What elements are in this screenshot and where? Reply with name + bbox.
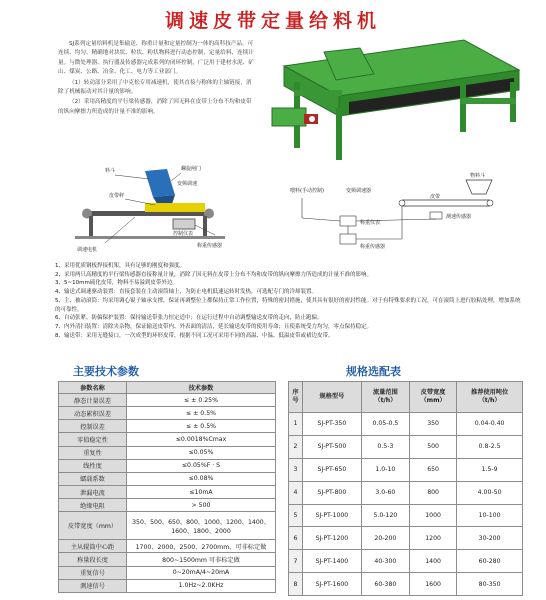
param-name: 称量段长度 bbox=[59, 553, 127, 566]
flow-cell: 0.05-0.5 bbox=[361, 413, 409, 436]
param-value: ≤ ± 0.5% bbox=[127, 407, 276, 420]
table-row bbox=[59, 512, 276, 540]
param-value: ≤0.05% bbox=[127, 446, 276, 459]
param-value: > 500 bbox=[127, 499, 276, 512]
feature-item: 1、采用优质钢板焊接机架，具有足够的刚度和强度。 bbox=[55, 263, 186, 269]
row-index: 7 bbox=[289, 550, 303, 573]
schematic-label: 称重传感器 bbox=[360, 244, 386, 250]
tonnage-cell: 1.5-9 bbox=[457, 458, 523, 481]
flow-label: 称重传感器 bbox=[197, 243, 223, 249]
flow-cell: 0.5-3 bbox=[361, 435, 409, 458]
table-row bbox=[59, 579, 276, 592]
flow-label: 控制仪表 bbox=[173, 231, 194, 237]
table-row bbox=[289, 435, 523, 458]
tonnage-cell: 30-200 bbox=[457, 527, 523, 550]
param-value: ≤0.0018%Cmax bbox=[127, 433, 276, 446]
param-value: ≤ ± 0.5% bbox=[127, 420, 276, 433]
param-name: 重复性 bbox=[59, 446, 127, 459]
table-row bbox=[59, 540, 276, 553]
flow-cell: 1.0-10 bbox=[361, 458, 409, 481]
param-value: 1700、2000、2500、2700mm、可非标定做 bbox=[127, 540, 276, 553]
param-name: 蠕载系数 bbox=[59, 472, 127, 485]
table-row bbox=[59, 420, 276, 433]
table-header: 参数名称 bbox=[59, 382, 127, 394]
feature-item: 2、采用两只高精度的平行梁传感器直接称量计量，消除了因无料在皮带上分布不均和皮带的纵向摩擦力所造成的计量不准的影响。 bbox=[55, 271, 373, 278]
param-value: 800~1500mm 可非标定做 bbox=[127, 553, 276, 566]
table-row bbox=[289, 550, 523, 573]
table-row bbox=[289, 481, 523, 504]
tonnage-cell: 4.00-50 bbox=[457, 481, 523, 504]
param-value: ≤0.05%F · S bbox=[127, 459, 276, 472]
feeder-structure-diagram bbox=[75, 155, 245, 255]
width-cell: 500 bbox=[409, 435, 456, 458]
row-index: 6 bbox=[289, 527, 303, 550]
table-row bbox=[59, 553, 276, 566]
schematic-label: 称重仪表 bbox=[360, 220, 381, 226]
flow-cell: 40-300 bbox=[361, 550, 409, 573]
model-cell: SJ-PT-350 bbox=[303, 413, 362, 436]
table-row bbox=[289, 504, 523, 527]
table-header: 皮带宽度 （mm） bbox=[409, 382, 456, 413]
table-header: 推荐使用吨位 （t/h） bbox=[457, 382, 523, 413]
param-name: 主从辊筒中心距 bbox=[59, 540, 127, 553]
table-row bbox=[59, 472, 276, 485]
param-value: ≤0.08% bbox=[127, 472, 276, 485]
flow-label: 料斗 bbox=[105, 168, 116, 174]
param-name: 测速信号 bbox=[59, 579, 127, 592]
table-header: 序号 bbox=[289, 382, 303, 413]
intro-paragraph: （2）采用高精度的平行梁传感器，消除了因无料在皮带上分布不均和皮带的纵向摩擦力所造成的计量不准的影响。 bbox=[58, 99, 252, 115]
param-name: 绝缘电阻 bbox=[59, 499, 127, 512]
row-index: 3 bbox=[289, 458, 303, 481]
flow-cell: 5.0-120 bbox=[361, 504, 409, 527]
tonnage-cell: 0.04-0.40 bbox=[457, 413, 523, 436]
param-name: 控制误差 bbox=[59, 420, 127, 433]
table-row bbox=[289, 413, 523, 436]
param-value: ≤10mA bbox=[127, 485, 276, 498]
schematic-label: 变频调速器 bbox=[346, 188, 372, 194]
model-cell: SJ-PT-1600 bbox=[303, 573, 362, 596]
intro-text bbox=[58, 40, 254, 118]
flow-label: 调速电机 bbox=[77, 247, 98, 253]
width-cell: 350 bbox=[409, 413, 456, 436]
width-cell: 800 bbox=[409, 481, 456, 504]
width-cell: 1000 bbox=[409, 504, 456, 527]
intro-paragraph: SJ系列定量给料机是集输送、称重计量和定量控制为一体的高科技产品。可连续、均匀、精确地对块状、粒状、粉状物料进行动态控制，定量给料、连续计量。与微处理器、执行器及传感器完成系列的闭环控制，广泛用于建材水泥、矿山、煤炭、公路、冶金、化工、电力等工业部门。 bbox=[58, 41, 254, 76]
schematic-label: 皮带 bbox=[430, 194, 441, 200]
row-index: 2 bbox=[289, 435, 303, 458]
table-row bbox=[289, 458, 523, 481]
feeder-machine-image bbox=[264, 30, 530, 166]
param-value: 1.0Hz~2.0KHz bbox=[127, 579, 276, 592]
table-row bbox=[59, 485, 276, 498]
param-name: 重复信号 bbox=[59, 566, 127, 579]
flow-cell: 3.0-60 bbox=[361, 481, 409, 504]
model-cell: SJ-PT-650 bbox=[303, 458, 362, 481]
param-value: 0~20mA/4~20mA bbox=[127, 566, 276, 579]
control-schematic-diagram bbox=[290, 172, 510, 266]
row-index: 1 bbox=[289, 413, 303, 436]
spec-table-title: 规格选配表 bbox=[346, 365, 401, 378]
feature-item: 8、输送带：采用无缝接口，一次成型的环形皮带，根据不同工况可采用不同的高温、中温、低温皮带或裙边皮带。 bbox=[55, 332, 334, 339]
tonnage-cell: 60-280 bbox=[457, 550, 523, 573]
param-name: 动态累积误差 bbox=[59, 407, 127, 420]
flow-label: 皮带秤 bbox=[109, 193, 125, 199]
row-index: 4 bbox=[289, 481, 303, 504]
page-title: 调速皮带定量给料机 bbox=[164, 10, 381, 32]
param-value: 350、500、650、800、1000、1200、1400、1600、1800、2000 bbox=[127, 512, 276, 540]
model-cell: SJ-PT-1200 bbox=[303, 527, 362, 550]
model-cell: SJ-PT-1400 bbox=[303, 550, 362, 573]
flow-cell: 60-380 bbox=[361, 573, 409, 596]
width-cell: 650 bbox=[409, 458, 456, 481]
table-header: 技术参数 bbox=[127, 382, 276, 394]
schematic-label: 喂料(手动控制) bbox=[290, 188, 324, 194]
row-index: 5 bbox=[289, 504, 303, 527]
feature-item: 5、主、被动滚筒：均采用调心锟子轴承支撑，保证再调整位上都保持正常工作位置，特殊的密封措施，使其具有很好的密封性能。对于有特殊要求的工况，可在滚筒上进行胶粘处理，增加系统的可靠性。 bbox=[55, 297, 521, 313]
feature-item: 6、自动张紧、防偏保护装置：保持输送带张力恒定适中；在运行过程中自动调整输送皮带的走向，防止跑偏。 bbox=[55, 315, 323, 322]
param-value: ≤ ± 0.25% bbox=[127, 394, 276, 407]
flow-cell: 20-200 bbox=[361, 527, 409, 550]
width-cell: 1200 bbox=[409, 527, 456, 550]
tech-params-table bbox=[58, 381, 276, 593]
intro-paragraph: （1）转动部分采用了中克松专用减速机，使其直接与称体的主轴链接，消除了机械振动对其计量的影响。 bbox=[58, 79, 252, 96]
tech-params-title: 主要技术参数 bbox=[73, 365, 139, 378]
table-row bbox=[59, 459, 276, 472]
param-name: 皮带宽度（mm） bbox=[59, 512, 127, 540]
flow-label: 螺旋闸门 bbox=[181, 166, 202, 172]
param-name: 泄漏电流 bbox=[59, 485, 127, 498]
flow-label: 变频调速 bbox=[177, 181, 198, 187]
width-cell: 1600 bbox=[409, 573, 456, 596]
table-row bbox=[59, 394, 276, 407]
row-index: 8 bbox=[289, 573, 303, 596]
spec-selection-table bbox=[288, 381, 523, 596]
table-row bbox=[289, 527, 523, 550]
schematic-label: 物料斗 bbox=[470, 173, 486, 179]
feature-list bbox=[55, 262, 525, 340]
param-name: 零值稳定性 bbox=[59, 433, 127, 446]
table-row bbox=[59, 407, 276, 420]
tonnage-cell: 80-350 bbox=[457, 573, 523, 596]
model-cell: SJ-PT-500 bbox=[303, 435, 362, 458]
table-row bbox=[59, 433, 276, 446]
feature-item: 7、内外清扫装置：清除夹杂物，保证输送皮带内、外表面的清洁，延长输送皮带的使用寿命；且使系统受力均匀，零点保持稳定。 bbox=[55, 323, 373, 330]
model-cell: SJ-PT-800 bbox=[303, 481, 362, 504]
width-cell: 1400 bbox=[409, 550, 456, 573]
feature-item: 3、5~10mm硫化皮带，物料不易溢到皮带外边。 bbox=[55, 280, 178, 287]
tonnage-cell: 10-100 bbox=[457, 504, 523, 527]
table-header: 流量范围 （t/h） bbox=[361, 382, 409, 413]
param-name: 线性度 bbox=[59, 459, 127, 472]
model-cell: SJ-PT-1000 bbox=[303, 504, 362, 527]
feature-item: 4、输送式调速驱动装置：直接套装在主动滚筒轴上，为防止电机低速运转时发热，可选配专门的冷却装置。 bbox=[55, 289, 318, 296]
tonnage-cell: 0.8-2.5 bbox=[457, 435, 523, 458]
table-row bbox=[289, 573, 523, 596]
table-row bbox=[59, 446, 276, 459]
param-name: 静态计量误差 bbox=[59, 394, 127, 407]
table-header: 规格型号 bbox=[303, 382, 362, 413]
table-row bbox=[59, 566, 276, 579]
schematic-label: 测速传感器 bbox=[446, 214, 472, 220]
table-row bbox=[59, 499, 276, 512]
